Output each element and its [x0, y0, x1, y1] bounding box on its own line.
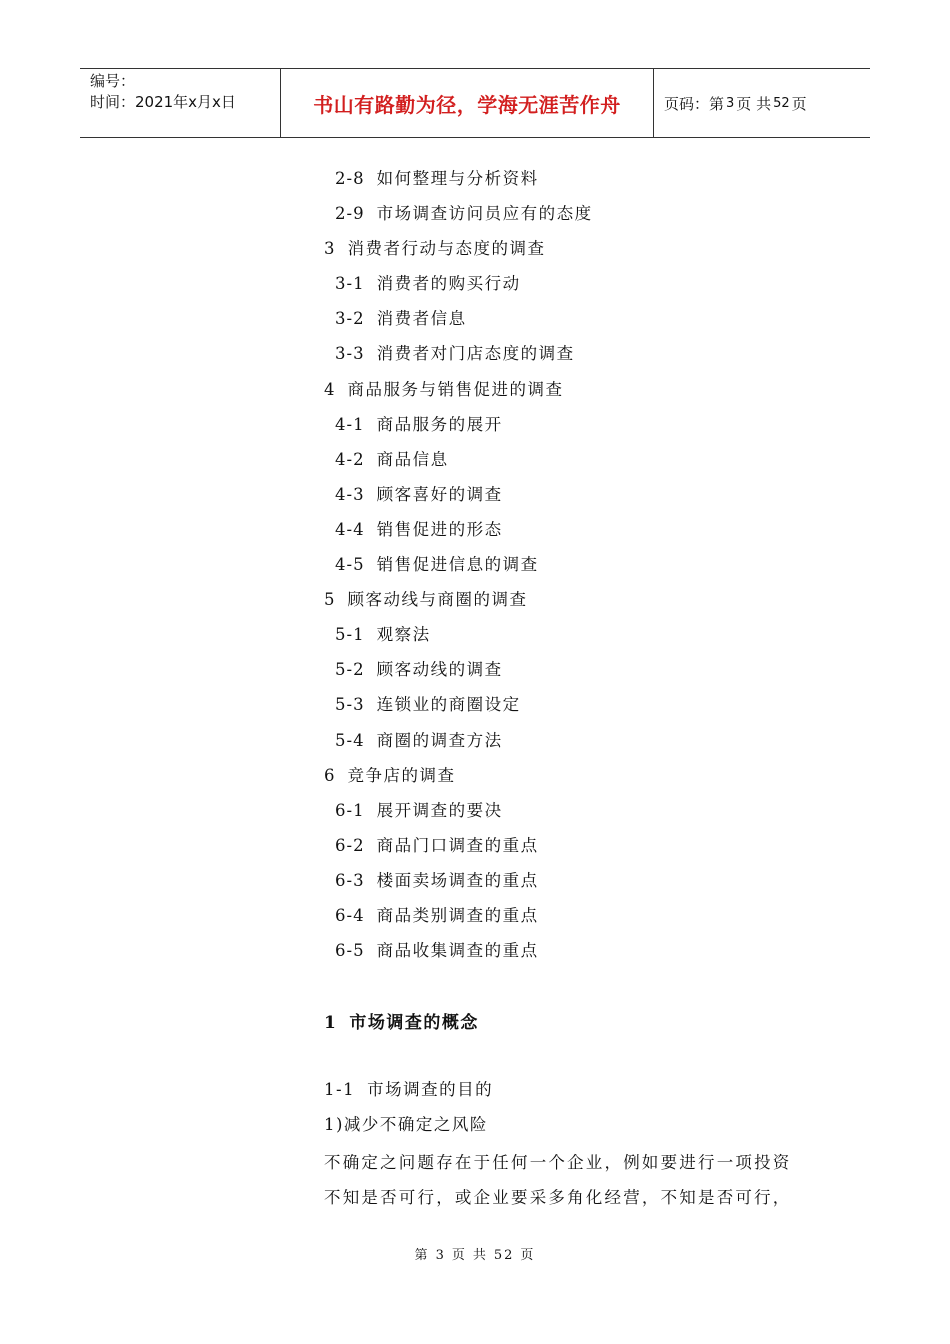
toc-item-number: 4-1 — [335, 414, 365, 434]
toc-item-number: 6 — [324, 765, 336, 785]
toc-item-number: 4-3 — [335, 484, 365, 504]
toc-item — [324, 447, 593, 482]
toc-item-title: 市场调查访问员应有的态度 — [376, 204, 593, 224]
toc-item-title: 商品信息 — [376, 449, 449, 469]
toc-item-title: 顾客喜好的调查 — [376, 484, 503, 504]
toc-item — [324, 341, 593, 376]
toc-item-title: 消费者信息 — [376, 309, 467, 329]
toc-item-title: 商品服务与销售促进的调查 — [347, 379, 564, 399]
toc-item-number: 6-2 — [335, 835, 365, 855]
header-page-total: 52 — [773, 95, 790, 111]
subsection-heading — [324, 1077, 814, 1112]
paragraph-line: 不确定之问题存在于任何一个企业，例如要进行一项投资 — [324, 1153, 792, 1173]
section-title: 市场调查的概念 — [349, 1013, 479, 1033]
toc-item — [324, 622, 593, 657]
section-heading — [324, 1008, 479, 1033]
toc-item-number: 5-3 — [335, 695, 365, 715]
toc-item-number: 4-5 — [335, 555, 365, 575]
toc-item — [324, 587, 593, 622]
toc-item-title: 消费者行动与态度的调查 — [347, 239, 546, 259]
toc-item-title: 竞争店的调查 — [347, 765, 456, 785]
toc-item — [324, 306, 593, 341]
header-motto: 书山有路勤为径，学海无涯苦作舟 — [281, 69, 654, 137]
toc-item-number: 2-9 — [335, 204, 365, 224]
toc-item-title: 消费者对门店态度的调查 — [376, 344, 575, 364]
toc-item-number: 3-2 — [335, 309, 365, 329]
toc-item-title: 商品门口调查的重点 — [376, 835, 539, 855]
section-number: 1 — [324, 1013, 338, 1033]
toc-item-number: 4-4 — [335, 519, 365, 539]
header-page-suffix: 页 — [791, 94, 807, 113]
toc-item — [324, 201, 593, 236]
toc-item-title: 消费者的购买行动 — [376, 274, 521, 294]
toc-item-title: 商圈的调查方法 — [376, 730, 503, 750]
toc-item-number: 6-5 — [335, 941, 365, 961]
toc-item-number: 6-3 — [335, 870, 365, 890]
toc-item — [324, 552, 593, 587]
toc-item-number: 5-2 — [335, 660, 365, 680]
toc-item-number: 4-2 — [335, 449, 365, 469]
footer-current: 3 — [435, 1248, 446, 1263]
toc-item-number: 5 — [324, 590, 336, 610]
document-time-label: 时间：2021年x月x日 — [90, 93, 236, 111]
footer-mid2: 共 — [472, 1248, 488, 1263]
toc-item-title: 观察法 — [376, 625, 431, 645]
body-content — [324, 1077, 814, 1215]
footer-total: 52 — [493, 1248, 515, 1263]
paragraph-line: 不知是否可行，或企业要采多角化经营，不知是否可行， — [324, 1188, 792, 1208]
toc-item-number: 6-1 — [335, 800, 365, 820]
toc-item-title: 商品类别调查的重点 — [376, 905, 539, 925]
header-page-current: 3 — [726, 95, 735, 111]
subsection-title: 市场调查的目的 — [367, 1080, 494, 1099]
toc-item — [324, 412, 593, 447]
toc-item-title: 顾客动线的调查 — [376, 660, 503, 680]
toc-item — [324, 833, 593, 868]
toc-item-title: 商品收集调查的重点 — [376, 941, 539, 961]
toc-item — [324, 868, 593, 903]
toc-item-number: 5-1 — [335, 625, 365, 645]
toc-item-number: 3-3 — [335, 344, 365, 364]
toc-item — [324, 763, 593, 798]
paragraph — [324, 1145, 814, 1215]
toc-item-title: 展开调查的要决 — [376, 800, 503, 820]
toc-item-title: 连锁业的商圈设定 — [376, 695, 521, 715]
toc-item-number: 3-1 — [335, 274, 365, 294]
toc-item-number: 4 — [324, 379, 336, 399]
toc-item — [324, 692, 593, 727]
toc-item — [324, 903, 593, 938]
toc-item-title: 顾客动线与商圈的调查 — [347, 590, 528, 610]
toc-item — [324, 517, 593, 552]
toc-item-title: 如何整理与分析资料 — [376, 169, 539, 188]
table-of-contents — [324, 166, 593, 973]
toc-item — [324, 798, 593, 833]
header-meta — [80, 69, 281, 137]
header-page-mid: 页 共 — [736, 94, 772, 113]
toc-item-title: 商品服务的展开 — [376, 414, 503, 434]
footer-prefix: 第 — [414, 1248, 430, 1263]
toc-item-title: 销售促进信息的调查 — [376, 555, 539, 575]
toc-item — [324, 728, 593, 763]
toc-item — [324, 482, 593, 517]
header-page-prefix: 页码：第 — [664, 94, 725, 113]
toc-item — [324, 377, 593, 412]
page-header — [80, 68, 870, 138]
toc-item-number: 3 — [324, 239, 336, 259]
footer-mid1: 页 — [451, 1248, 467, 1263]
page-footer — [0, 1244, 950, 1263]
subsection-number: 1-1 — [324, 1080, 356, 1099]
footer-suffix: 页 — [520, 1248, 536, 1263]
toc-item — [324, 938, 593, 973]
toc-item-number: 5-4 — [335, 730, 365, 750]
toc-item — [324, 271, 593, 306]
header-page-indicator — [654, 69, 870, 137]
toc-item-title: 销售促进的形态 — [376, 519, 503, 539]
document-number-label: 编号： — [90, 72, 136, 90]
toc-item — [324, 236, 593, 271]
toc-item-number: 6-4 — [335, 905, 365, 925]
toc-item-number: 2-8 — [335, 169, 365, 188]
toc-item — [324, 166, 593, 201]
toc-item — [324, 657, 593, 692]
point-heading: 1)减少不确定之风险 — [324, 1115, 488, 1135]
toc-item-title: 楼面卖场调查的重点 — [376, 870, 539, 890]
